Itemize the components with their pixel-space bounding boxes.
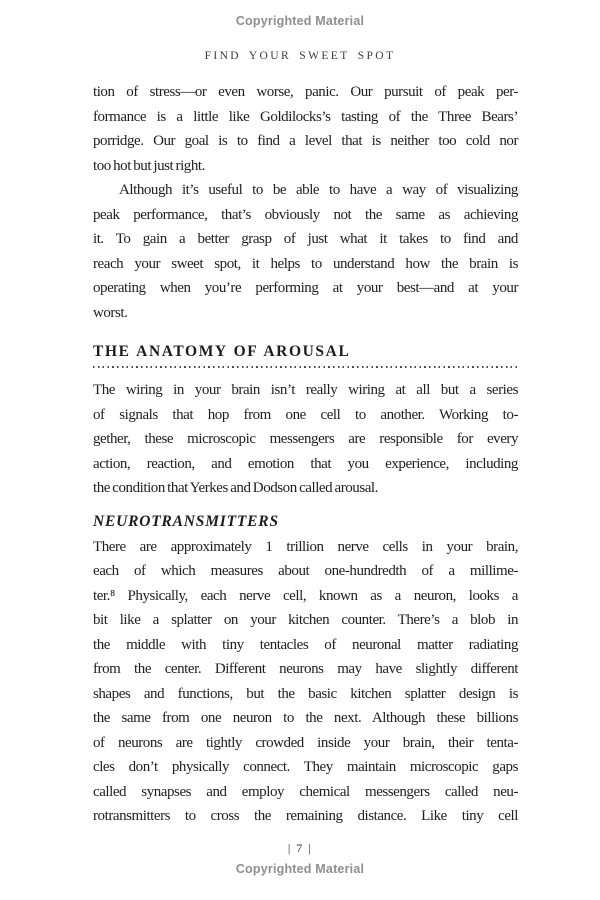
text-line: peak performance, that’s obviously not the same as achieving <box>93 206 518 223</box>
text-line: cles don’t physically connect. They maintain microscopic gaps <box>93 759 518 775</box>
text-line: shapes and functions, but the basic kitchen splatter design is <box>93 685 518 702</box>
text-line: of neurons are tightly crowded inside your brain, their tenta- <box>93 734 518 751</box>
text-line: ter.⁸ Physically, each nerve cell, known as a neuron, looks a <box>93 587 518 604</box>
text-column <box>93 80 518 829</box>
subsection-heading: NEUROTRANSMITTERS <box>93 512 279 530</box>
copyright-notice-bottom: Copyrighted Material <box>235 862 365 876</box>
text-line: rotransmitters to cross the remaining distance. Like tiny cell <box>93 808 518 824</box>
section-heading: THE ANATOMY OF AROUSAL <box>93 343 351 360</box>
paragraph-2 <box>93 178 518 325</box>
paragraph-3 <box>93 378 518 501</box>
text-line: operating when you’re performing at your best—and at your <box>93 280 518 296</box>
dotted-rule <box>93 366 518 368</box>
paragraph-1 <box>93 80 518 178</box>
text-line: worst. <box>93 304 128 321</box>
running-header: FIND YOUR SWEET SPOT <box>204 50 396 62</box>
text-line: called synapses and employ chemical messengers called neu- <box>93 783 518 800</box>
copyright-notice-top: Copyrighted Material <box>235 14 365 28</box>
text-line: Although it’s useful to be able to have a way of visualizing <box>119 182 518 198</box>
text-line: the condition that Yerkes and Dodson called arousal. <box>93 480 378 496</box>
text-line: action, reaction, and emotion that you experience, including <box>93 455 518 472</box>
paragraph-4 <box>93 535 518 829</box>
text-line: gether, these microscopic messengers are responsible for every <box>93 431 518 447</box>
text-line: too hot but just right. <box>93 157 205 174</box>
text-line: tion of stress—or even worse, panic. Our pursuit of peak per- <box>93 84 518 100</box>
text-line: reach your sweet spot, it helps to understand how the brain is <box>93 255 518 272</box>
text-line: There are approximately 1 trillion nerve cells in your brain, <box>93 538 518 555</box>
text-line: each of which measures about one-hundredth of a millime- <box>93 563 518 579</box>
text-line: porridge. Our goal is to find a level that is neither too cold nor <box>93 133 518 149</box>
text-line: The wiring in your brain isn’t really wiring at all but a series <box>93 382 518 398</box>
text-line: bit like a splatter on your kitchen counter. There’s a blob in <box>93 612 518 628</box>
text-line: formance is a little like Goldilocks’s tasting of the Three Bears’ <box>93 108 518 125</box>
text-line: from the center. Different neurons may have slightly different <box>93 661 518 677</box>
text-line: of signals that hop from one cell to another. Working to- <box>93 406 518 423</box>
page-number: | 7 | <box>287 841 313 855</box>
text-line: the middle with tiny tentacles of neuronal matter radiating <box>93 636 518 653</box>
text-line: the same from one neuron to the next. Although these billions <box>93 710 518 726</box>
text-line: it. To gain a better grasp of just what it takes to find and <box>93 231 518 247</box>
